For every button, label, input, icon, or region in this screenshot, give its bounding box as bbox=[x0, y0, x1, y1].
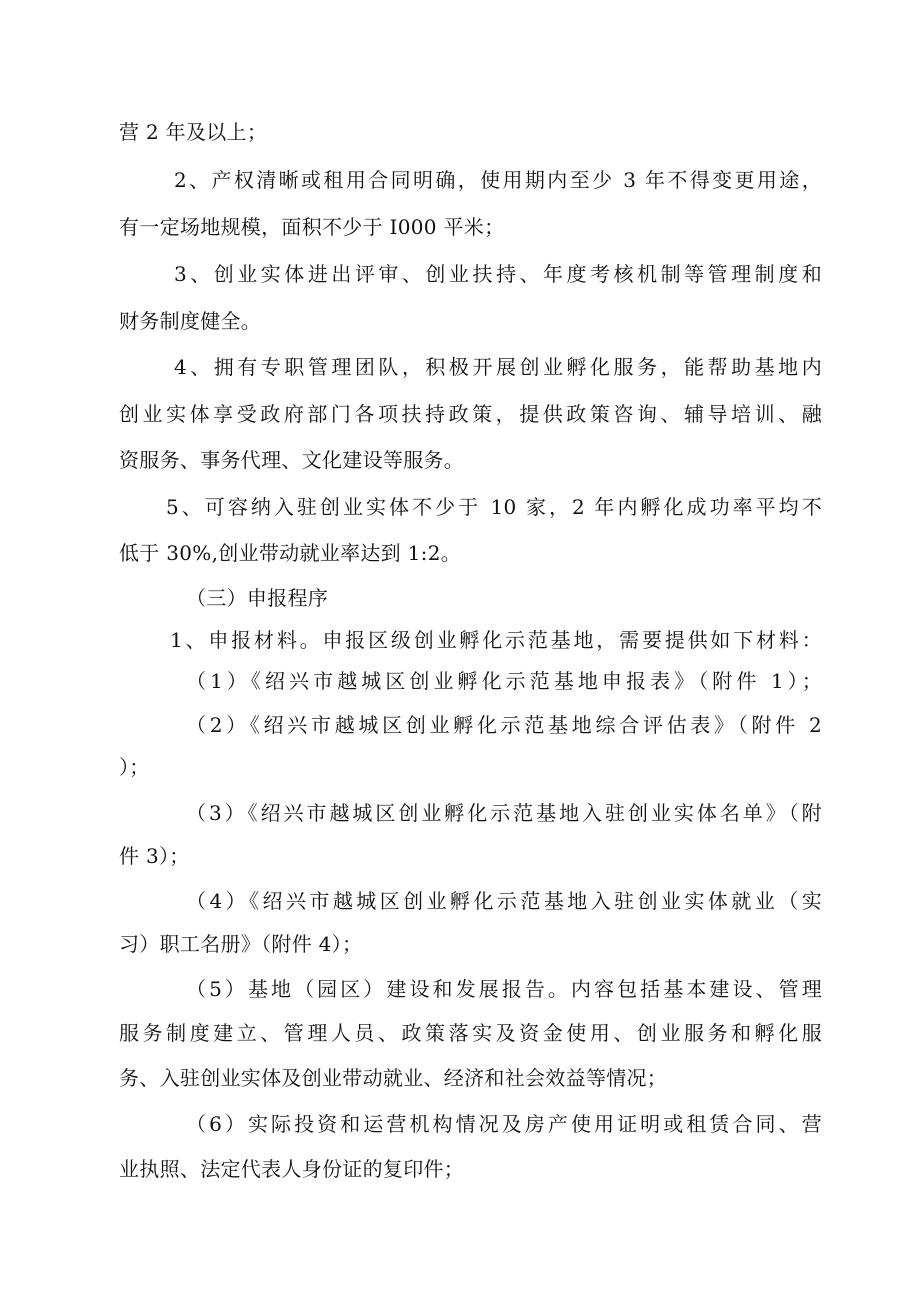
paragraph-line: 有一定场地规模，面积不少于 I000 平米； bbox=[119, 215, 505, 239]
list-item: （4）《绍兴市越城区创业孵化示范基地入驻创业实体就业（实 bbox=[186, 889, 822, 913]
list-item: （1）《绍兴市越城区创业孵化示范基地申报表》（附件 1）； bbox=[186, 669, 822, 693]
list-item: （5）基地（园区）建设和发展报告。内容包括基本建设、管理 bbox=[186, 977, 822, 1001]
paragraph-line: 2、产权清晰或租用合同明确，使用期内至少 3 年不得变更用途， bbox=[174, 168, 822, 192]
paragraph-line: 营 2 年及以上； bbox=[119, 120, 268, 144]
list-item-continuation: 服务制度建立、管理人员、政策落实及资金使用、创业服务和孵化服 bbox=[119, 1021, 822, 1045]
list-item-continuation: ）； bbox=[119, 755, 150, 779]
list-item-continuation: 习）职工名册》（附件 4）； bbox=[119, 932, 363, 956]
list-item-continuation: 件 3）； bbox=[119, 844, 190, 868]
paragraph-line: 财务制度健全。 bbox=[119, 309, 262, 333]
list-item: （6）实际投资和运营机构情况及房产使用证明或租赁合同、营 bbox=[186, 1112, 822, 1136]
list-item-continuation: 业执照、法定代表人身份证的复印件； bbox=[119, 1157, 465, 1181]
paragraph-line: 1、申报材料。申报区级创业孵化示范基地，需要提供如下材料： bbox=[170, 628, 822, 652]
paragraph-line: 低于 30%,创业带动就业率达到 1:2。 bbox=[119, 541, 462, 565]
paragraph-line: 5、可容纳入驻创业实体不少于 10 家，2 年内孵化成功率平均不 bbox=[166, 495, 822, 519]
list-item: （2）《绍兴市越城区创业孵化示范基地综合评估表》（附件 2 bbox=[186, 713, 822, 737]
paragraph-line: 3、创业实体进出评审、创业扶持、年度考核机制等管理制度和 bbox=[174, 262, 822, 286]
list-item: （3）《绍兴市越城区创业孵化示范基地入驻创业实体名单》（附 bbox=[186, 801, 822, 825]
paragraph-line: 4、拥有专职管理团队，积极开展创业孵化服务，能帮助基地内 bbox=[174, 355, 822, 379]
paragraph-line: 资服务、事务代理、文化建设等服务。 bbox=[119, 448, 465, 472]
list-item-continuation: 务、入驻创业实体及创业带动就业、经济和社会效益等情况； bbox=[119, 1066, 668, 1090]
section-heading: （三）申报程序 bbox=[186, 586, 329, 610]
paragraph-line: 创业实体享受政府部门各项扶持政策，提供政策咨询、辅导培训、融 bbox=[119, 402, 822, 426]
